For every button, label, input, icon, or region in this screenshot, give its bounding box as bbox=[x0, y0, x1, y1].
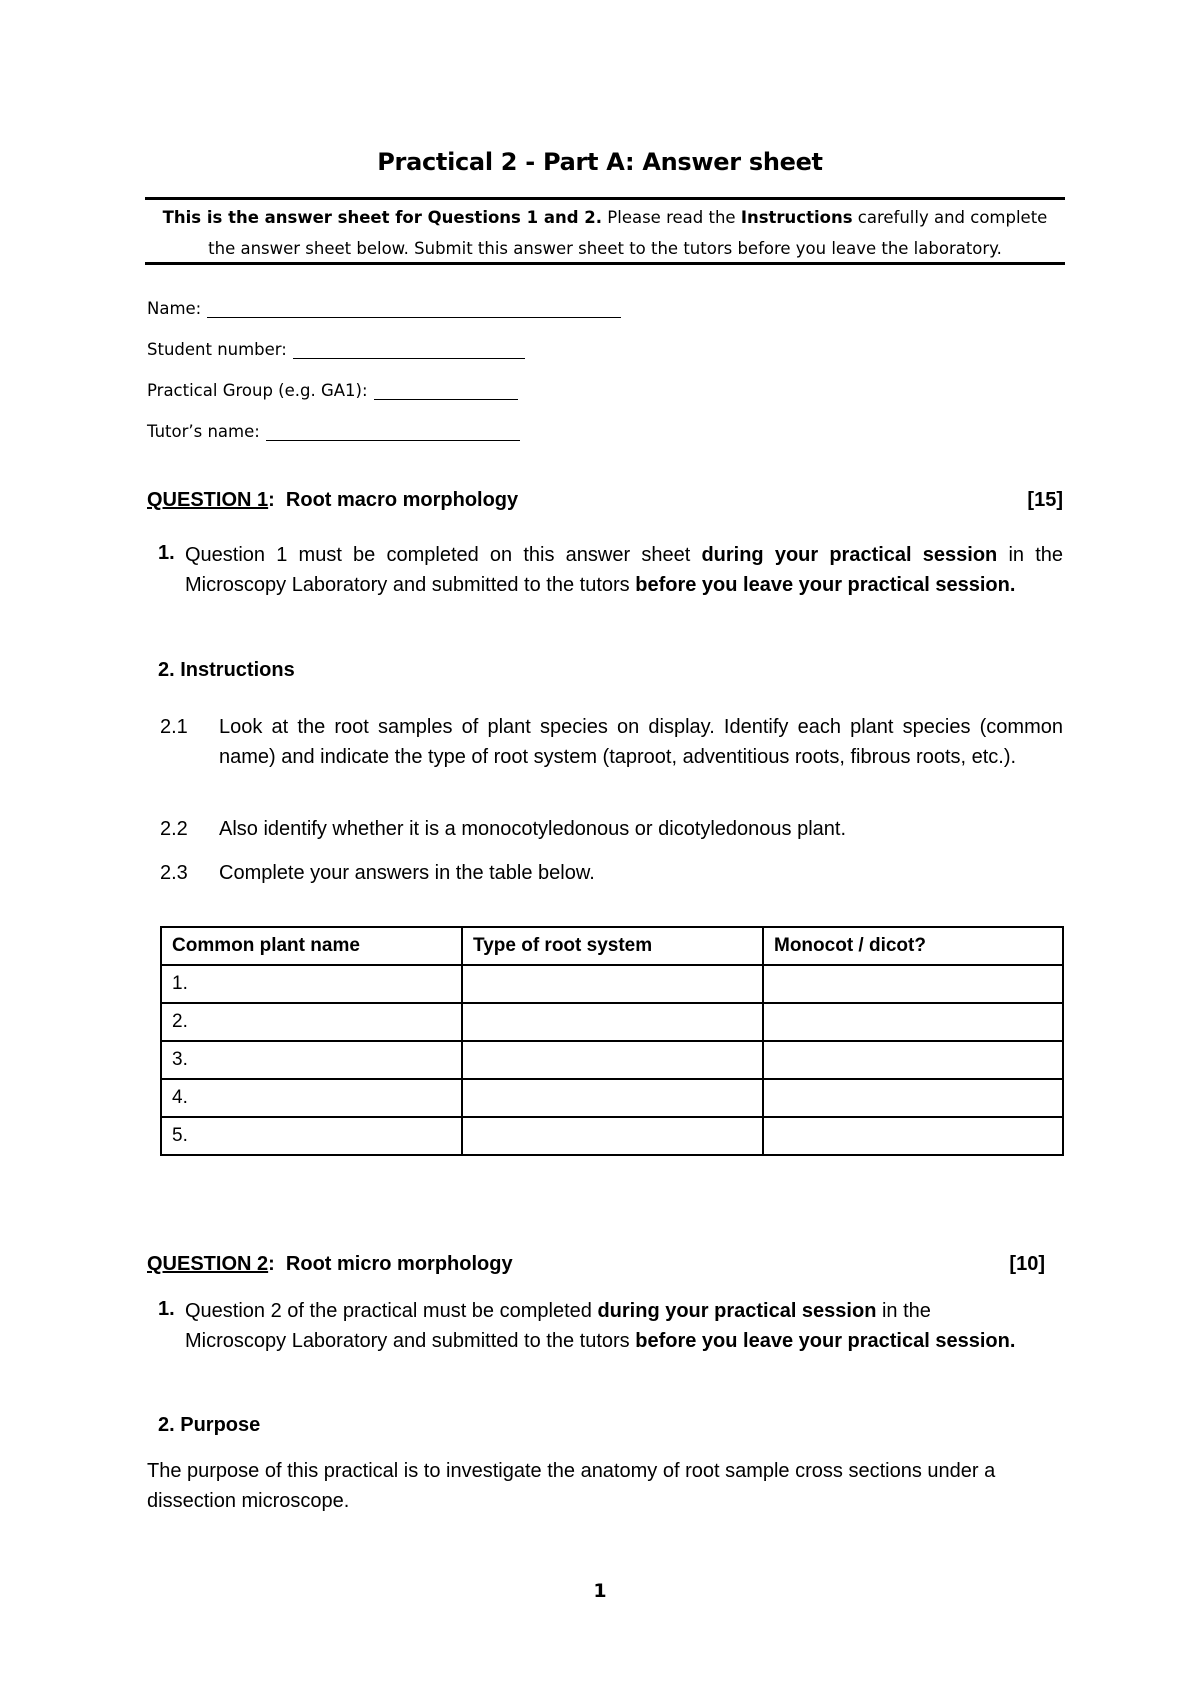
name-input-line[interactable] bbox=[207, 299, 621, 318]
page-title: Practical 2 - Part A: Answer sheet bbox=[377, 148, 823, 176]
intro-text: carefully and complete bbox=[852, 208, 1048, 227]
table-row bbox=[161, 1003, 1063, 1041]
monocot-dicot-cell[interactable] bbox=[763, 1003, 1063, 1041]
intro-line-2: the answer sheet below. Submit this answer sheet to the tutors before you leave the laboratory. bbox=[208, 239, 1002, 258]
table-row bbox=[161, 1079, 1063, 1117]
practical-group-label: Practical Group (e.g. GA1): bbox=[147, 381, 368, 400]
q1-item-1-bold: during your practical session bbox=[701, 544, 998, 566]
page-number: 1 bbox=[593, 1580, 607, 1602]
q2-purpose-text: The purpose of this practical is to investigate the anatomy of root sample cross sections under a dissection microscope. bbox=[147, 1460, 996, 1512]
q2-item-1-bold: during your practical session bbox=[597, 1300, 877, 1322]
name-field bbox=[147, 294, 621, 318]
q2-item-1-text bbox=[185, 1296, 1035, 1356]
question-2-heading bbox=[147, 1253, 1045, 1276]
q1-item-2-title: Instructions bbox=[180, 659, 295, 681]
q2-item-1-bold: before you leave your practical session. bbox=[635, 1330, 1016, 1352]
q1-sub-2-3-number: 2.3 bbox=[160, 862, 188, 884]
answers-table bbox=[160, 926, 1064, 1156]
question-1-colon: : bbox=[268, 489, 286, 511]
practical-group-field bbox=[147, 376, 518, 400]
question-1-label: QUESTION 1 bbox=[147, 489, 269, 511]
intro-bold-instructions: Instructions bbox=[740, 208, 853, 227]
table-header-row bbox=[161, 927, 1063, 965]
q1-item-2-number: 2. bbox=[158, 659, 175, 681]
root-system-cell[interactable] bbox=[462, 1003, 763, 1041]
question-1-heading bbox=[147, 489, 1063, 512]
monocot-dicot-cell[interactable] bbox=[763, 1079, 1063, 1117]
q2-item-1-part: in the Microscopy Laboratory and submitted to the tutors bbox=[185, 1300, 931, 1352]
question-1-marks: [15] bbox=[1027, 489, 1063, 511]
intro-bold-questions: This is the answer sheet for Questions 1 and 2. bbox=[162, 208, 603, 227]
monocot-dicot-cell[interactable] bbox=[763, 1117, 1063, 1155]
column-header-type-of-root-system: Type of root system bbox=[462, 927, 763, 965]
monocot-dicot-cell[interactable] bbox=[763, 1041, 1063, 1079]
intro-box bbox=[145, 197, 1065, 265]
monocot-dicot-cell[interactable] bbox=[763, 965, 1063, 1003]
q2-item-1-number: 1. bbox=[158, 1298, 175, 1320]
q2-item-2 bbox=[158, 1414, 260, 1437]
row-number-cell[interactable]: 2. bbox=[161, 1003, 462, 1041]
q1-item-1-bold: before you leave your practical session. bbox=[635, 574, 1016, 596]
row-number-cell[interactable]: 3. bbox=[161, 1041, 462, 1079]
root-system-cell[interactable] bbox=[462, 1117, 763, 1155]
q1-sub-2-2-text: Also identify whether it is a monocotyledonous or dicotyledonous plant. bbox=[219, 818, 847, 840]
question-1-title: Root macro morphology bbox=[285, 489, 519, 511]
table-row bbox=[161, 1117, 1063, 1155]
tutor-name-label: Tutor’s name: bbox=[147, 422, 260, 441]
intro-text: Please read the bbox=[602, 208, 741, 227]
q2-item-2-title: Purpose bbox=[180, 1414, 261, 1436]
root-system-cell[interactable] bbox=[462, 1041, 763, 1079]
student-number-field bbox=[147, 335, 525, 359]
table-row bbox=[161, 1041, 1063, 1079]
q1-sub-2-3-text: Complete your answers in the table below. bbox=[219, 862, 595, 884]
q1-item-2 bbox=[158, 659, 295, 682]
q2-item-2-number: 2. bbox=[158, 1414, 175, 1436]
q1-item-1-text bbox=[185, 540, 1063, 600]
question-2-title: Root micro morphology bbox=[285, 1253, 513, 1275]
tutor-name-field bbox=[147, 417, 520, 441]
intro-line-1 bbox=[145, 202, 1065, 233]
question-2-marks: [10] bbox=[1009, 1253, 1045, 1275]
column-header-monocot-dicot: Monocot / dicot? bbox=[763, 927, 1063, 965]
student-number-input-line[interactable] bbox=[293, 340, 525, 359]
root-system-cell[interactable] bbox=[462, 1079, 763, 1117]
student-number-label: Student number: bbox=[147, 340, 287, 359]
q1-item-1-part: in the Microscopy Laboratory and submitted to the tutors bbox=[185, 544, 1064, 596]
question-2-colon: : bbox=[268, 1253, 286, 1275]
q1-sub-2-1-text: Look at the root samples of plant species on display. Identify each plant species (common name) and indicate the type of root system (taproot, adventitious roots, fibrous roots, etc.). bbox=[219, 716, 1063, 768]
q2-item-1-part: Question 2 of the practical must be completed bbox=[185, 1300, 598, 1322]
column-header-common-plant-name: Common plant name bbox=[161, 927, 462, 965]
q1-item-1-number: 1. bbox=[158, 542, 175, 564]
q1-sub-2-1-number: 2.1 bbox=[160, 716, 188, 738]
q1-item-1-part: Question 1 must be completed on this answer sheet bbox=[185, 544, 702, 566]
row-number-cell[interactable]: 5. bbox=[161, 1117, 462, 1155]
practical-group-input-line[interactable] bbox=[374, 381, 518, 400]
question-2-label: QUESTION 2 bbox=[147, 1253, 269, 1275]
name-label: Name: bbox=[147, 299, 202, 318]
tutor-name-input-line[interactable] bbox=[266, 422, 520, 441]
row-number-cell[interactable]: 4. bbox=[161, 1079, 462, 1117]
row-number-cell[interactable]: 1. bbox=[161, 965, 462, 1003]
q1-sub-2-2-number: 2.2 bbox=[160, 818, 188, 840]
table-row bbox=[161, 965, 1063, 1003]
root-system-cell[interactable] bbox=[462, 965, 763, 1003]
